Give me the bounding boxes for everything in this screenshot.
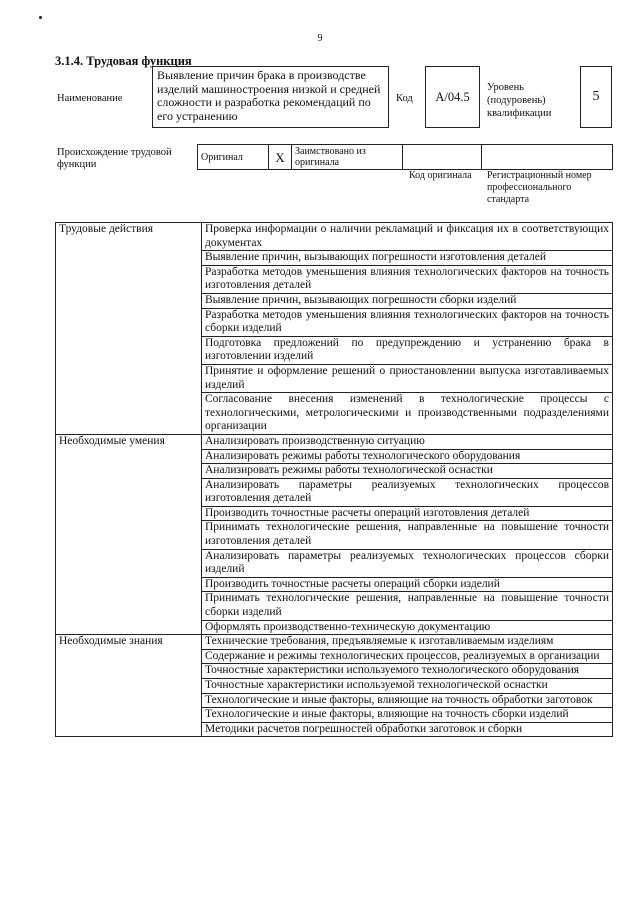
item-cell: Методики расчетов погрешностей обработки заготовок и сборки [202,722,613,737]
item-cell: Разработка методов уменьшения влияния технологических факторов на точность сборки изделий [202,308,613,336]
original-label: Оригинал [198,145,269,170]
item-cell: Технологические и иные факторы, влияющие на точность обработки заготовок [202,693,613,708]
item-cell: Анализировать параметры реализуемых технологических процессов сборки изделий [202,549,613,577]
level-label: Уровень (подуровень) квалификации [487,82,552,119]
item-cell: Технические требования, предъявляемые к изготавливаемым изделиям [202,635,613,650]
category-cell: Необходимые умения [56,434,202,634]
item-cell: Производить точностные расчеты операций изготовления деталей [202,506,613,521]
name-value: Выявление причин брака в производстве изделий машиностроения низкой и средней сложности и разработка рекомендаций по его устранению [152,66,389,128]
item-cell: Проверка информации о наличии рекламаций и фиксация их в соответствующих документах [202,223,613,251]
item-cell: Выявление причин, вызывающих погрешности изготовления деталей [202,251,613,266]
category-cell: Трудовые действия [56,223,202,435]
section-title: 3.1.4. Трудовая функция [55,54,192,68]
table-row [56,223,613,251]
competency-table [55,222,613,737]
category-cell: Необходимые знания [56,635,202,737]
page-number: 9 [317,33,323,44]
item-cell: Подготовка предложений по предупреждению и устранению брака в изготовлении изделий [202,336,613,364]
item-cell: Оформлять производственно-техническую документацию [202,620,613,635]
item-cell: Принятие и оформление решений о приостановлении выпуска изготавливаемых изделий [202,364,613,392]
code-orig-label: Код оригинала [409,170,472,181]
borrowed-label: Заимствовано из оригинала [292,145,403,170]
item-cell: Содержание и режимы технологических процессов, реализуемых в организации [202,649,613,664]
item-cell: Выявление причин, вызывающих погрешности сборки изделий [202,293,613,308]
table-row [56,635,613,650]
reg-number-label: Регистрационный номер профессионального стандарта [487,170,592,205]
item-cell: Анализировать режимы работы технологической оснастки [202,464,613,479]
code-value: А/04.5 [425,66,480,128]
item-cell: Принимать технологические решения, направленные на повышение точности сборки изделий [202,592,613,620]
name-label: Наименование [57,93,123,104]
original-mark: X [269,145,292,170]
item-cell: Согласование внесения изменений в технологические процессы с технологическими, метрологическими и производственными подразделениями организации [202,393,613,435]
level-value: 5 [580,66,612,128]
code-label: Код [396,93,413,104]
item-cell: Разработка методов уменьшения влияния технологических факторов на точность изготовления деталей [202,265,613,293]
item-cell: Анализировать производственную ситуацию [202,434,613,449]
item-cell: Производить точностные расчеты операций сборки изделий [202,577,613,592]
item-cell: Анализировать параметры реализуемых технологических процессов изготовления деталей [202,478,613,506]
item-cell: Точностные характеристики используемого технологического оборудования [202,664,613,679]
table-row [56,434,613,449]
origin-label: Происхождение трудовой функции [57,147,172,170]
item-cell: Анализировать режимы работы технологического оборудования [202,449,613,464]
item-cell: Технологические и иные факторы, влияющие на точность сборки изделий [202,708,613,723]
item-cell: Принимать технологические решения, направленные на повышение точности изготовления деталей [202,521,613,549]
item-cell: Точностные характеристики используемой технологической оснастки [202,679,613,694]
